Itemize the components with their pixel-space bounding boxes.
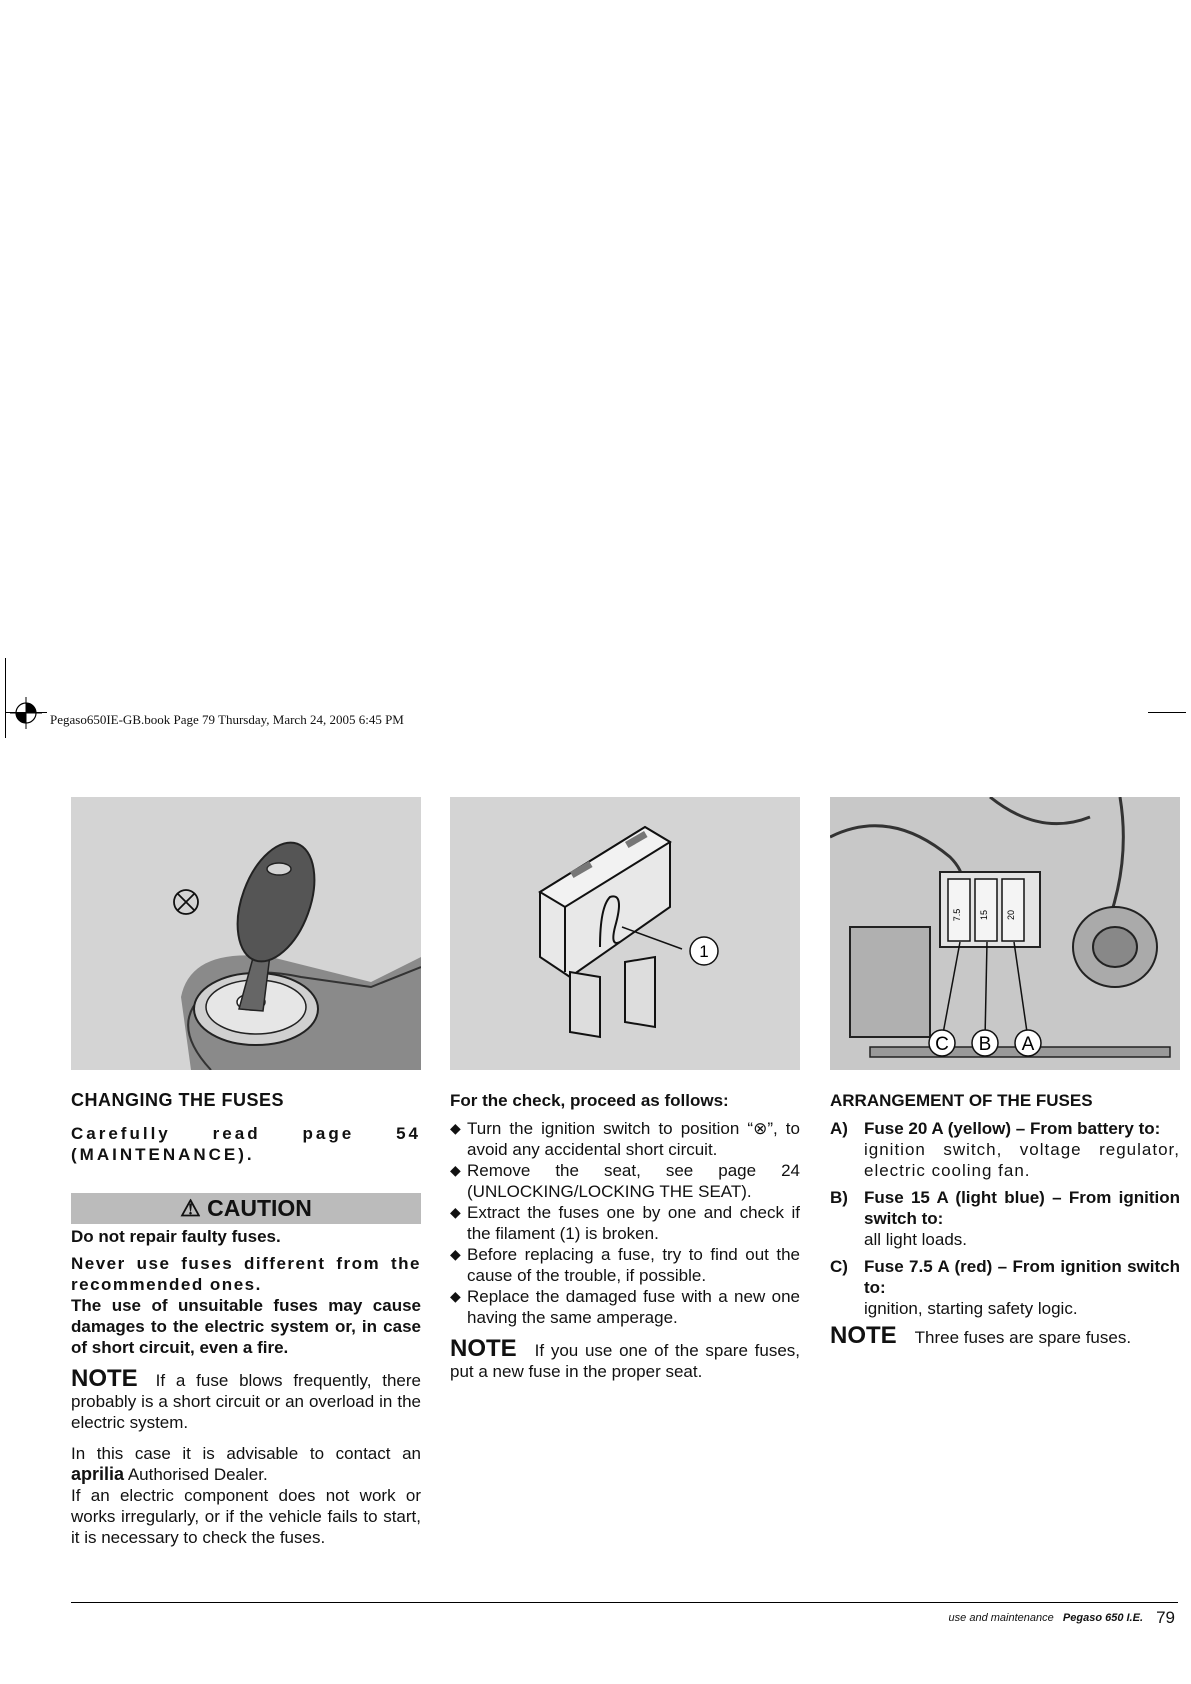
crop-mark — [1148, 712, 1186, 713]
note-paragraph: NOTE If a fuse blows frequently, there probably is a short circuit or an overload in the electric system. — [71, 1365, 421, 1432]
svg-text:15: 15 — [979, 909, 989, 921]
book-file-info: Pegaso650IE-GB.book Page 79 Thursday, March 24, 2005 6:45 PM — [50, 712, 404, 727]
figure-fuse-box — [830, 797, 1180, 1070]
brand-name: aprilia — [71, 1464, 125, 1484]
column-changing-fuses — [71, 1090, 421, 1548]
fuse-box-label-b: B — [978, 1034, 992, 1055]
footer-divider — [71, 1602, 1178, 1603]
diamond-bullet-icon: ◆ — [450, 1204, 461, 1220]
fuse-callout-label: 1 — [699, 942, 709, 961]
caution-text-2: Never use fuses different from the recommended ones. — [71, 1254, 421, 1294]
diamond-bullet-icon: ◆ — [450, 1120, 461, 1136]
diamond-bullet-icon: ◆ — [450, 1162, 461, 1178]
list-item: ◆ Replace the damaged fuse with a new one having the same amperage. — [450, 1287, 800, 1327]
figure-ignition-key — [71, 797, 421, 1070]
caution-label: CAUTION — [207, 1195, 312, 1221]
note-label: NOTE — [450, 1335, 517, 1362]
section-title: CHANGING THE FUSES — [71, 1090, 285, 1110]
list-item: ◆ Turn the ignition switch to position “⊗”, to avoid any accidental short circuit. — [450, 1119, 800, 1159]
list-item: C) Fuse 7.5 A (red) – From ignition switch to: ignition, starting safety logic. — [830, 1257, 1180, 1318]
column-fuse-arrangement — [830, 1090, 1180, 1348]
svg-text:20: 20 — [1006, 909, 1016, 921]
fuse-box-label-c: C — [935, 1034, 949, 1055]
arrangement-title: ARRANGEMENT OF THE FUSES — [830, 1091, 1093, 1110]
crop-mark — [5, 658, 6, 738]
read-maintenance-note: Carefully read page 54 (MAINTENANCE). — [71, 1124, 421, 1164]
list-item: A) Fuse 20 A (yellow) – From battery to: ignition switch, voltage regulator, electric cooling fan. — [830, 1119, 1180, 1180]
caution-banner — [71, 1193, 421, 1224]
check-fuses-paragraph: If an electric component does not work or works irregularly, or if the vehicle fails to start, it is necessary to check the fuses. — [71, 1486, 421, 1547]
caution-text-1: Do not repair faulty fuses. — [71, 1227, 281, 1246]
note-paragraph: NOTE Three fuses are spare fuses. — [830, 1322, 1132, 1349]
warning-icon: ⚠ — [180, 1195, 201, 1221]
caution-text-3: The use of unsuitable fuses may cause damages to the electric system or, in case of short circuit, even a fire. — [71, 1296, 421, 1357]
list-item: ◆ Before replacing a fuse, try to find out the cause of the trouble, if possible. — [450, 1245, 800, 1285]
note-paragraph: NOTE If you use one of the spare fuses, put a new fuse in the proper seat. — [450, 1335, 800, 1381]
note-label: NOTE — [830, 1322, 897, 1349]
page-number: 79 — [1156, 1608, 1175, 1627]
model-name: Pegaso 650 I.E. — [1062, 1612, 1144, 1624]
procedure-title: For the check, proceed as follows: — [450, 1091, 729, 1110]
note-label: NOTE — [71, 1365, 138, 1392]
registration-mark-icon — [10, 697, 42, 729]
list-item: B) Fuse 15 A (light blue) – From ignition switch to: all light loads. — [830, 1188, 1180, 1249]
column-check-procedure — [450, 1090, 800, 1382]
list-item: ◆ Extract the fuses one by one and check if the filament (1) is broken. — [450, 1203, 800, 1243]
list-item: ◆ Remove the seat, see page 24 (UNLOCKING/LOCKING THE SEAT). — [450, 1161, 800, 1201]
figure-blade-fuse — [450, 797, 800, 1070]
svg-text:7.5: 7.5 — [952, 908, 962, 922]
diamond-bullet-icon: ◆ — [450, 1246, 461, 1262]
dealer-paragraph: In this case it is advisable to contact an aprilia Authorised Dealer. — [71, 1444, 421, 1484]
page-footer: use and maintenance Pegaso 650 I.E. 79 — [948, 1608, 1175, 1627]
diamond-bullet-icon: ◆ — [450, 1288, 461, 1304]
fuse-box-label-a: A — [1021, 1034, 1035, 1055]
